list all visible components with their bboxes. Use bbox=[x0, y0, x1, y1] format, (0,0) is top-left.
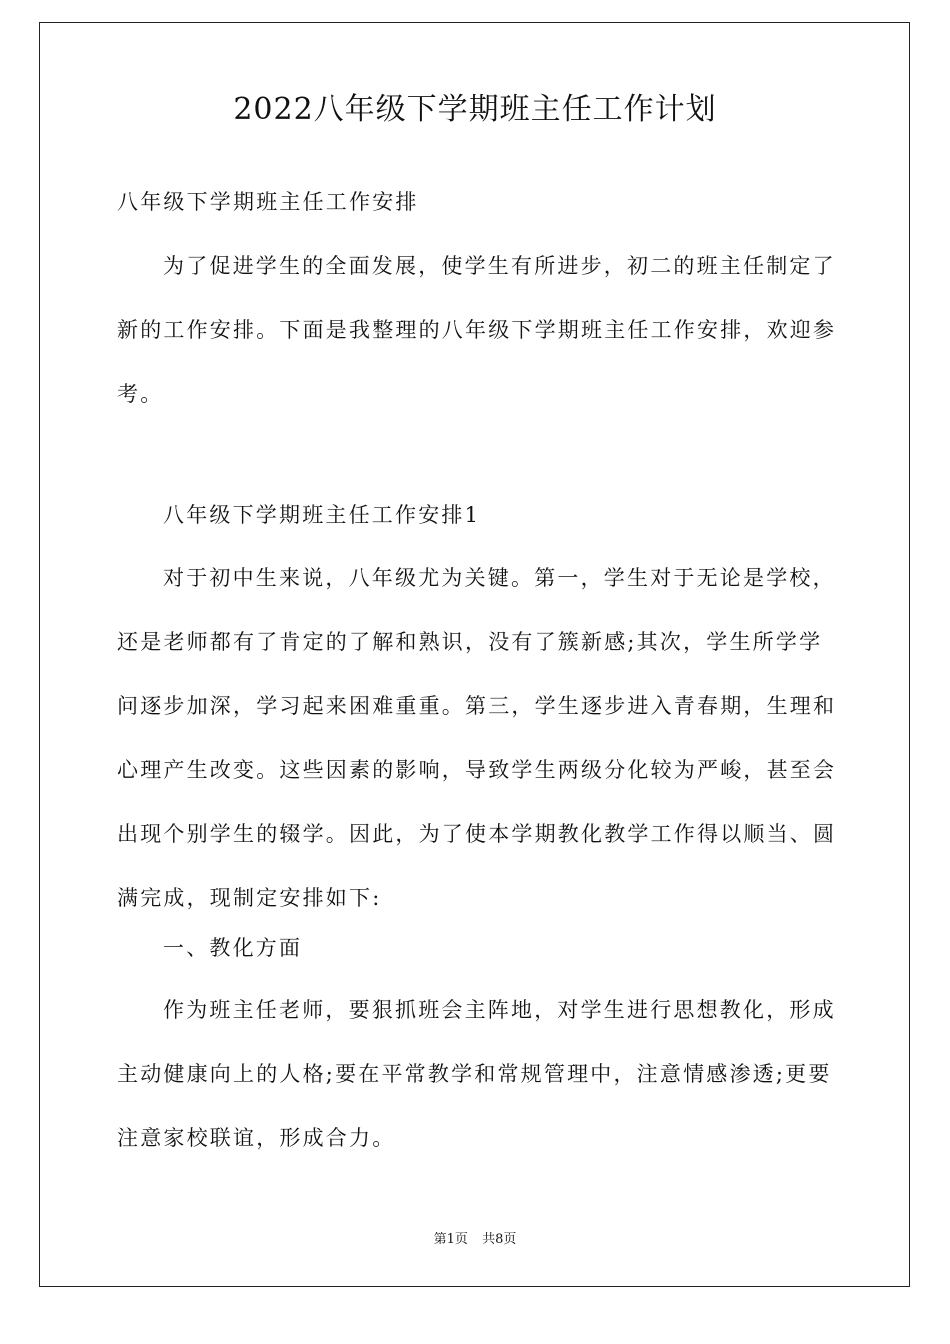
item-heading: 一、教化方面 bbox=[163, 936, 303, 960]
page-total: 共8页 bbox=[482, 1232, 517, 1247]
section-heading: 八年级下学期班主任工作安排1 bbox=[163, 503, 481, 527]
intro-paragraph: 为了促进学生的全面发展，使学生有所进步，初二的班主任制定了新的工作安排。下面是我整理的八年级下学期班主任工作安排，欢迎参考。 bbox=[117, 254, 837, 406]
body-paragraph-2: 作为班主任老师，要狠抓班会主阵地，对学生进行思想教化，形成主动健康向上的人格;要在平常教学和常规管理中，注意情感渗透;更要注意家校联谊，形成合力。 bbox=[117, 998, 836, 1150]
body-paragraph-1: 对于初中生来说，八年级尤为关键。第一，学生对于无论是学校，还是老师都有了肯定的了解和熟识，没有了簇新感;其次，学生所学学问逐步加深，学习起来困难重重。第三，学生逐步进入青春期，生理和心理产生改变。这些因素的影响，导致学生两级分化较为严峻，甚至会出现个别学生的辍学。因此，为了使本学期教化教学工作得以顺当、圆满完成，现制定安排如下: bbox=[117, 566, 837, 910]
page-current: 第1页 bbox=[433, 1232, 468, 1247]
subtitle: 八年级下学期班主任工作安排 bbox=[117, 190, 419, 214]
page-footer bbox=[0, 1230, 950, 1250]
document-title: 2022八年级下学期班主任工作计划 bbox=[233, 92, 717, 127]
